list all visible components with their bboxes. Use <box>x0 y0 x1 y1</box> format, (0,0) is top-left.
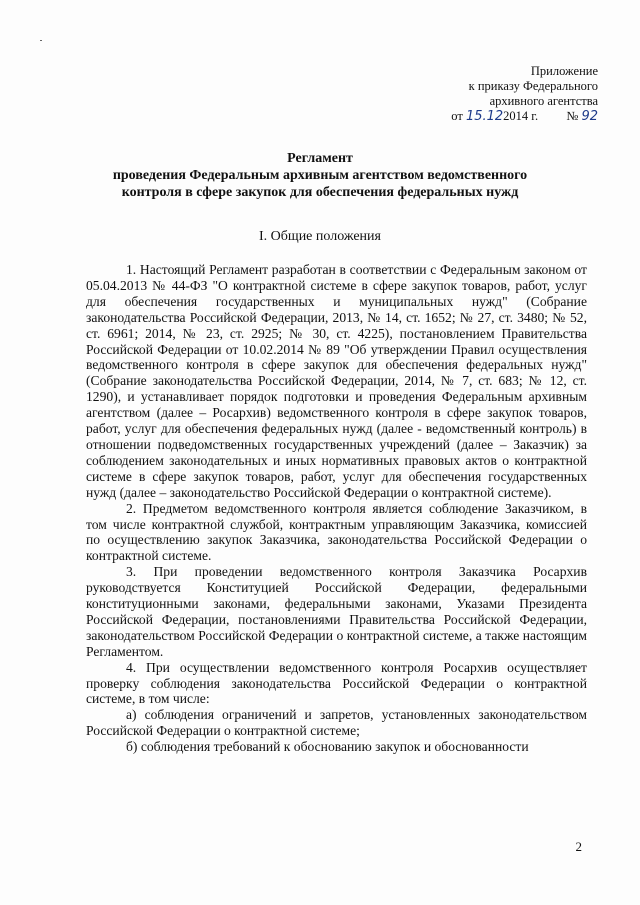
title-line-3: контроля в сфере закупок для обеспечения федеральных нужд <box>121 185 519 200</box>
approval-date-line <box>378 109 598 124</box>
approval-line-1: Приложение <box>530 64 598 78</box>
paragraph-1: 1. Настоящий Регламент разработан в соответствии с Федеральным законом от 05.04.2013 № 44-ФЗ "О контрактной системе в сфере закупок товаров, работ, услуг для обеспечения государственных и муниципальных нужд" (Собрание законодательства Российской Федерации, 2013, № 14, ст. 1652; № 27, ст. 3480; № 52, ст. 6961; 2014, № 23, ст. 2925; № 30, ст. 4225), постановлением Правительства Российской Федерации от 10.02.2014 № 89 "Об утверждении Правил осуществления ведомственного контроля в сфере закупок для обеспечения федеральных нужд" (Собрание законодательства Российской Федерации, 2014, № 7, ст. 683; № 12, ст. 1290), и устанавливает порядок подготовки и проведения Федеральным архивным агентством (далее – Росархив) ведомственного контроля в сфере закупок товаров, работ, услуг для обеспечения федеральных нужд (далее - ведомственный контроль) в отношении подведомственных государственных учреждений (далее – Заказчик) за соблюдением законодательных и иных нормативных правовых актов о контрактной системе в сфере закупок товаров, работ, услуг для обеспечения государственных нужд (далее – законодательство Российской Федерации о контрактной системе). <box>86 262 587 500</box>
paragraph-3: 3. При проведении ведомственного контроля Заказчика Росархив руководствуется Конституцией Российской Федерации, федеральными конституционными законами, федеральными законами, Указами Президента Российской Федерации, постановлениями Правительства Российской Федерации, законодательством Российской Федерации о контрактной системе, а также настоящим Регламентом. <box>86 564 587 659</box>
paragraph-2: 2. Предметом ведомственного контроля является соблюдение Заказчиком, в том числе контрактной службой, контрактным управляющим Заказчика, комиссией по осуществлению закупок Заказчика, законодательства Российской Федерации о контрактной системе. <box>86 500 587 564</box>
title-line-1: Регламент <box>287 151 353 166</box>
paragraph-4a: а) соблюдения ограничений и запретов, установленных законодательством Российской Федерации о контрактной системе; <box>86 707 587 739</box>
handwritten-date: 15.12 <box>465 109 504 124</box>
approval-stamp-block <box>378 64 598 124</box>
title-line-2: проведения Федеральным архивным агентством ведомственного <box>112 168 528 183</box>
paragraph-4: 4. При осуществлении ведомственного контроля Росархив осуществляет проверку соблюдения законодательства Российской Федерации о контрактной системе, в том числе: <box>86 659 587 707</box>
approval-line-3: архивного агентства <box>489 94 598 108</box>
page-number: 2 <box>575 839 582 854</box>
handwritten-number: 92 <box>581 109 598 124</box>
section-heading: I. Общие положения <box>259 229 381 244</box>
document-body <box>86 262 587 755</box>
scan-speck <box>40 40 42 41</box>
document-title <box>60 150 580 201</box>
approval-from-label: от <box>451 109 463 123</box>
paragraph-4b: б) соблюдения требований к обоснованию закупок и обоснованности <box>126 739 529 755</box>
approval-number-label: № <box>566 109 579 123</box>
approval-year: 2014 г. <box>503 109 539 123</box>
approval-line-2: к приказу Федерального <box>468 79 598 93</box>
